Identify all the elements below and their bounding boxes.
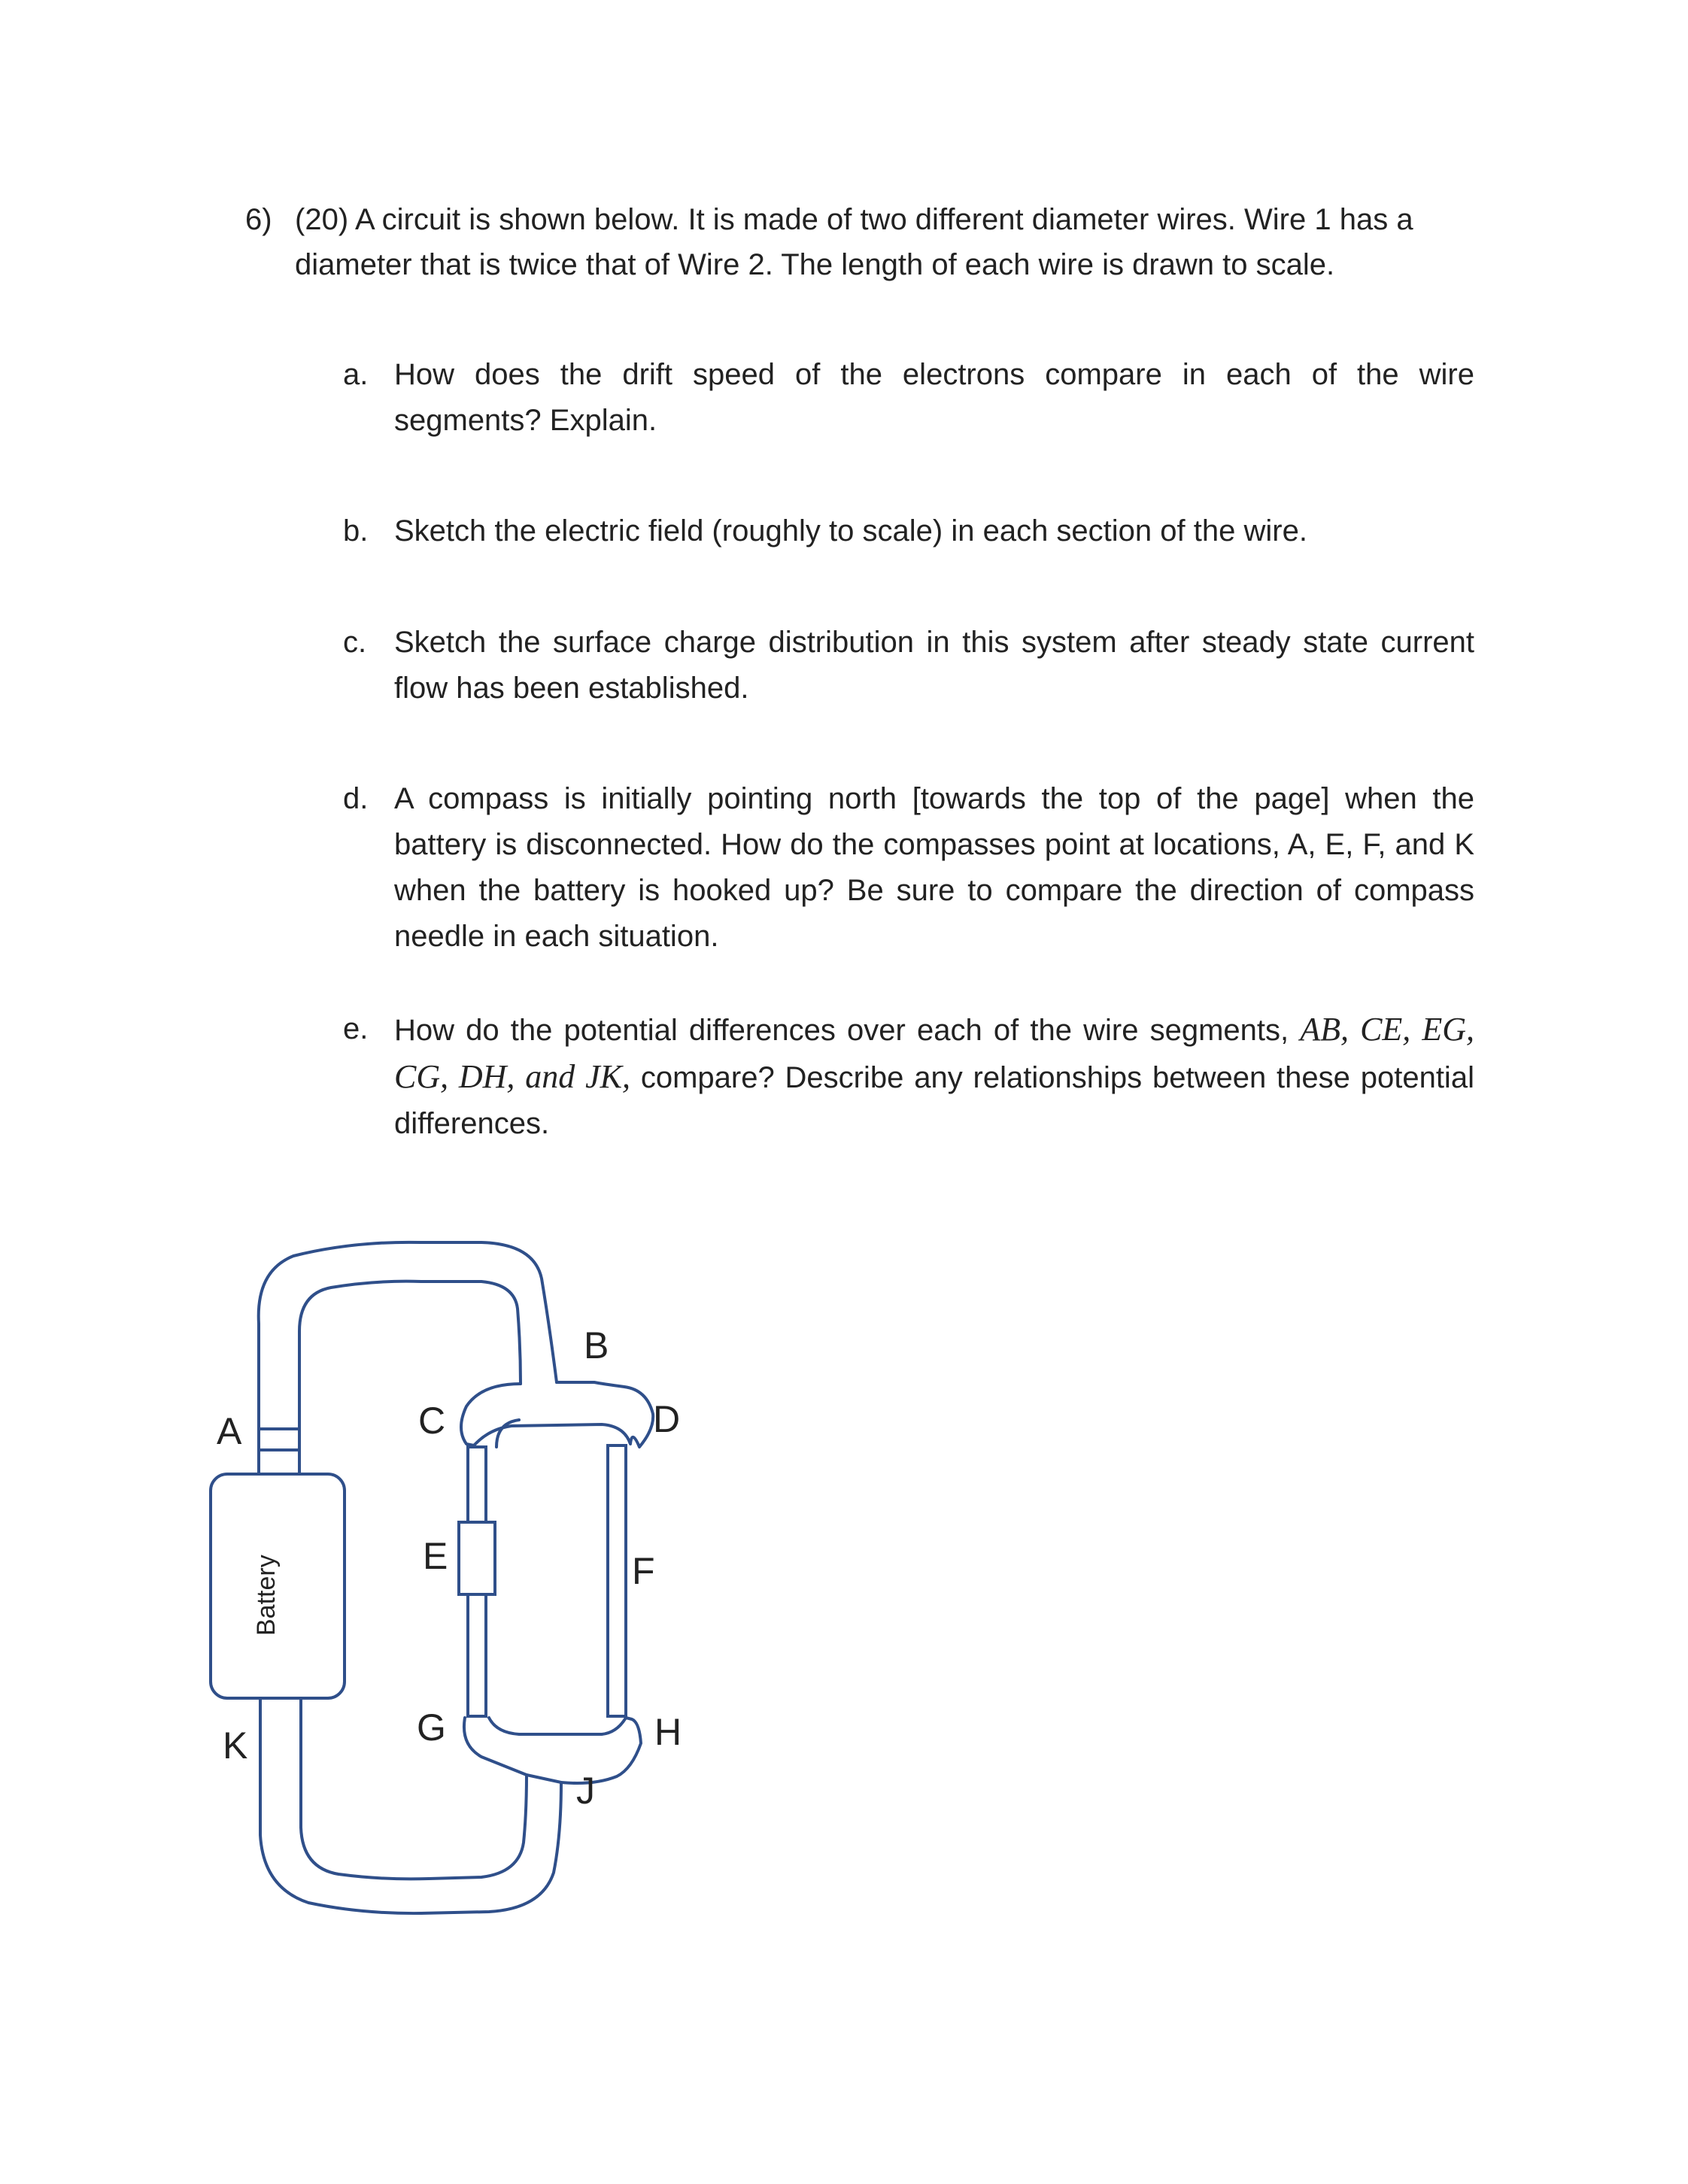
item-d-letter: d. — [343, 782, 369, 815]
item-c-letter: c. — [343, 626, 367, 659]
item-b-letter: b. — [343, 514, 369, 548]
top-wire-inner — [299, 1282, 521, 1429]
top-wire-outer — [259, 1242, 557, 1429]
label-c: C — [418, 1400, 446, 1442]
item-e-text-after: compare? Describe any relationships between these potential differences. — [394, 1061, 1474, 1140]
problem-number: 6) — [245, 203, 272, 236]
battery-label: Battery — [252, 1555, 281, 1636]
branch-eg-wire — [468, 1594, 486, 1716]
wire-segment-last: JK, — [585, 1058, 630, 1095]
problem-statement-line-1: (20) A circuit is shown below. It is made of two different diameter wires. Wire 1 has a — [295, 203, 1413, 236]
bottom-wire-outer — [260, 1698, 561, 1913]
and-word: and — [525, 1058, 575, 1095]
branch-ce-wire — [468, 1447, 486, 1522]
label-h: H — [654, 1711, 682, 1753]
label-f: F — [632, 1550, 655, 1592]
resistor-e — [459, 1522, 495, 1594]
lower-junction — [464, 1718, 641, 1783]
branch-dh-wire — [608, 1445, 626, 1716]
label-e: E — [423, 1535, 448, 1577]
item-a-text: How does the drift speed of the electrons compare in each of the wire segments? Explain. — [394, 358, 1474, 437]
problem-statement-line-2: diameter that is twice that of Wire 2. The length of each wire is drawn to scale. — [295, 248, 1335, 281]
label-a: A — [217, 1410, 242, 1452]
item-c-text: Sketch the surface charge distribution in this system after steady state current flow has been established. — [394, 626, 1474, 705]
battery-terminal-top — [259, 1450, 299, 1474]
label-g: G — [417, 1706, 446, 1749]
wire-segment-list: AB, CE, EG, CG, DH, — [394, 1011, 1474, 1095]
item-e-letter: e. — [343, 1012, 369, 1045]
label-b: B — [584, 1324, 609, 1367]
item-d-text: A compass is initially pointing north [towards the top of the page] when the battery is disconnected. How do the compasses point at locations, A, E, F, and K when the battery is hooked up? Be sure to compare the direction of compass needle in each situation. — [394, 782, 1474, 953]
connector-a — [259, 1429, 299, 1450]
upper-junction-inner — [496, 1420, 519, 1447]
label-d: D — [653, 1398, 681, 1440]
upper-junction — [461, 1382, 653, 1447]
item-e-text-before: How do the potential differences over each of the wire segments, — [394, 1014, 1289, 1047]
item-b-text: Sketch the electric field (roughly to scale) in each section of the wire. — [394, 514, 1307, 548]
label-k: K — [223, 1724, 248, 1767]
item-a-letter: a. — [343, 358, 369, 391]
label-j: J — [576, 1770, 595, 1812]
